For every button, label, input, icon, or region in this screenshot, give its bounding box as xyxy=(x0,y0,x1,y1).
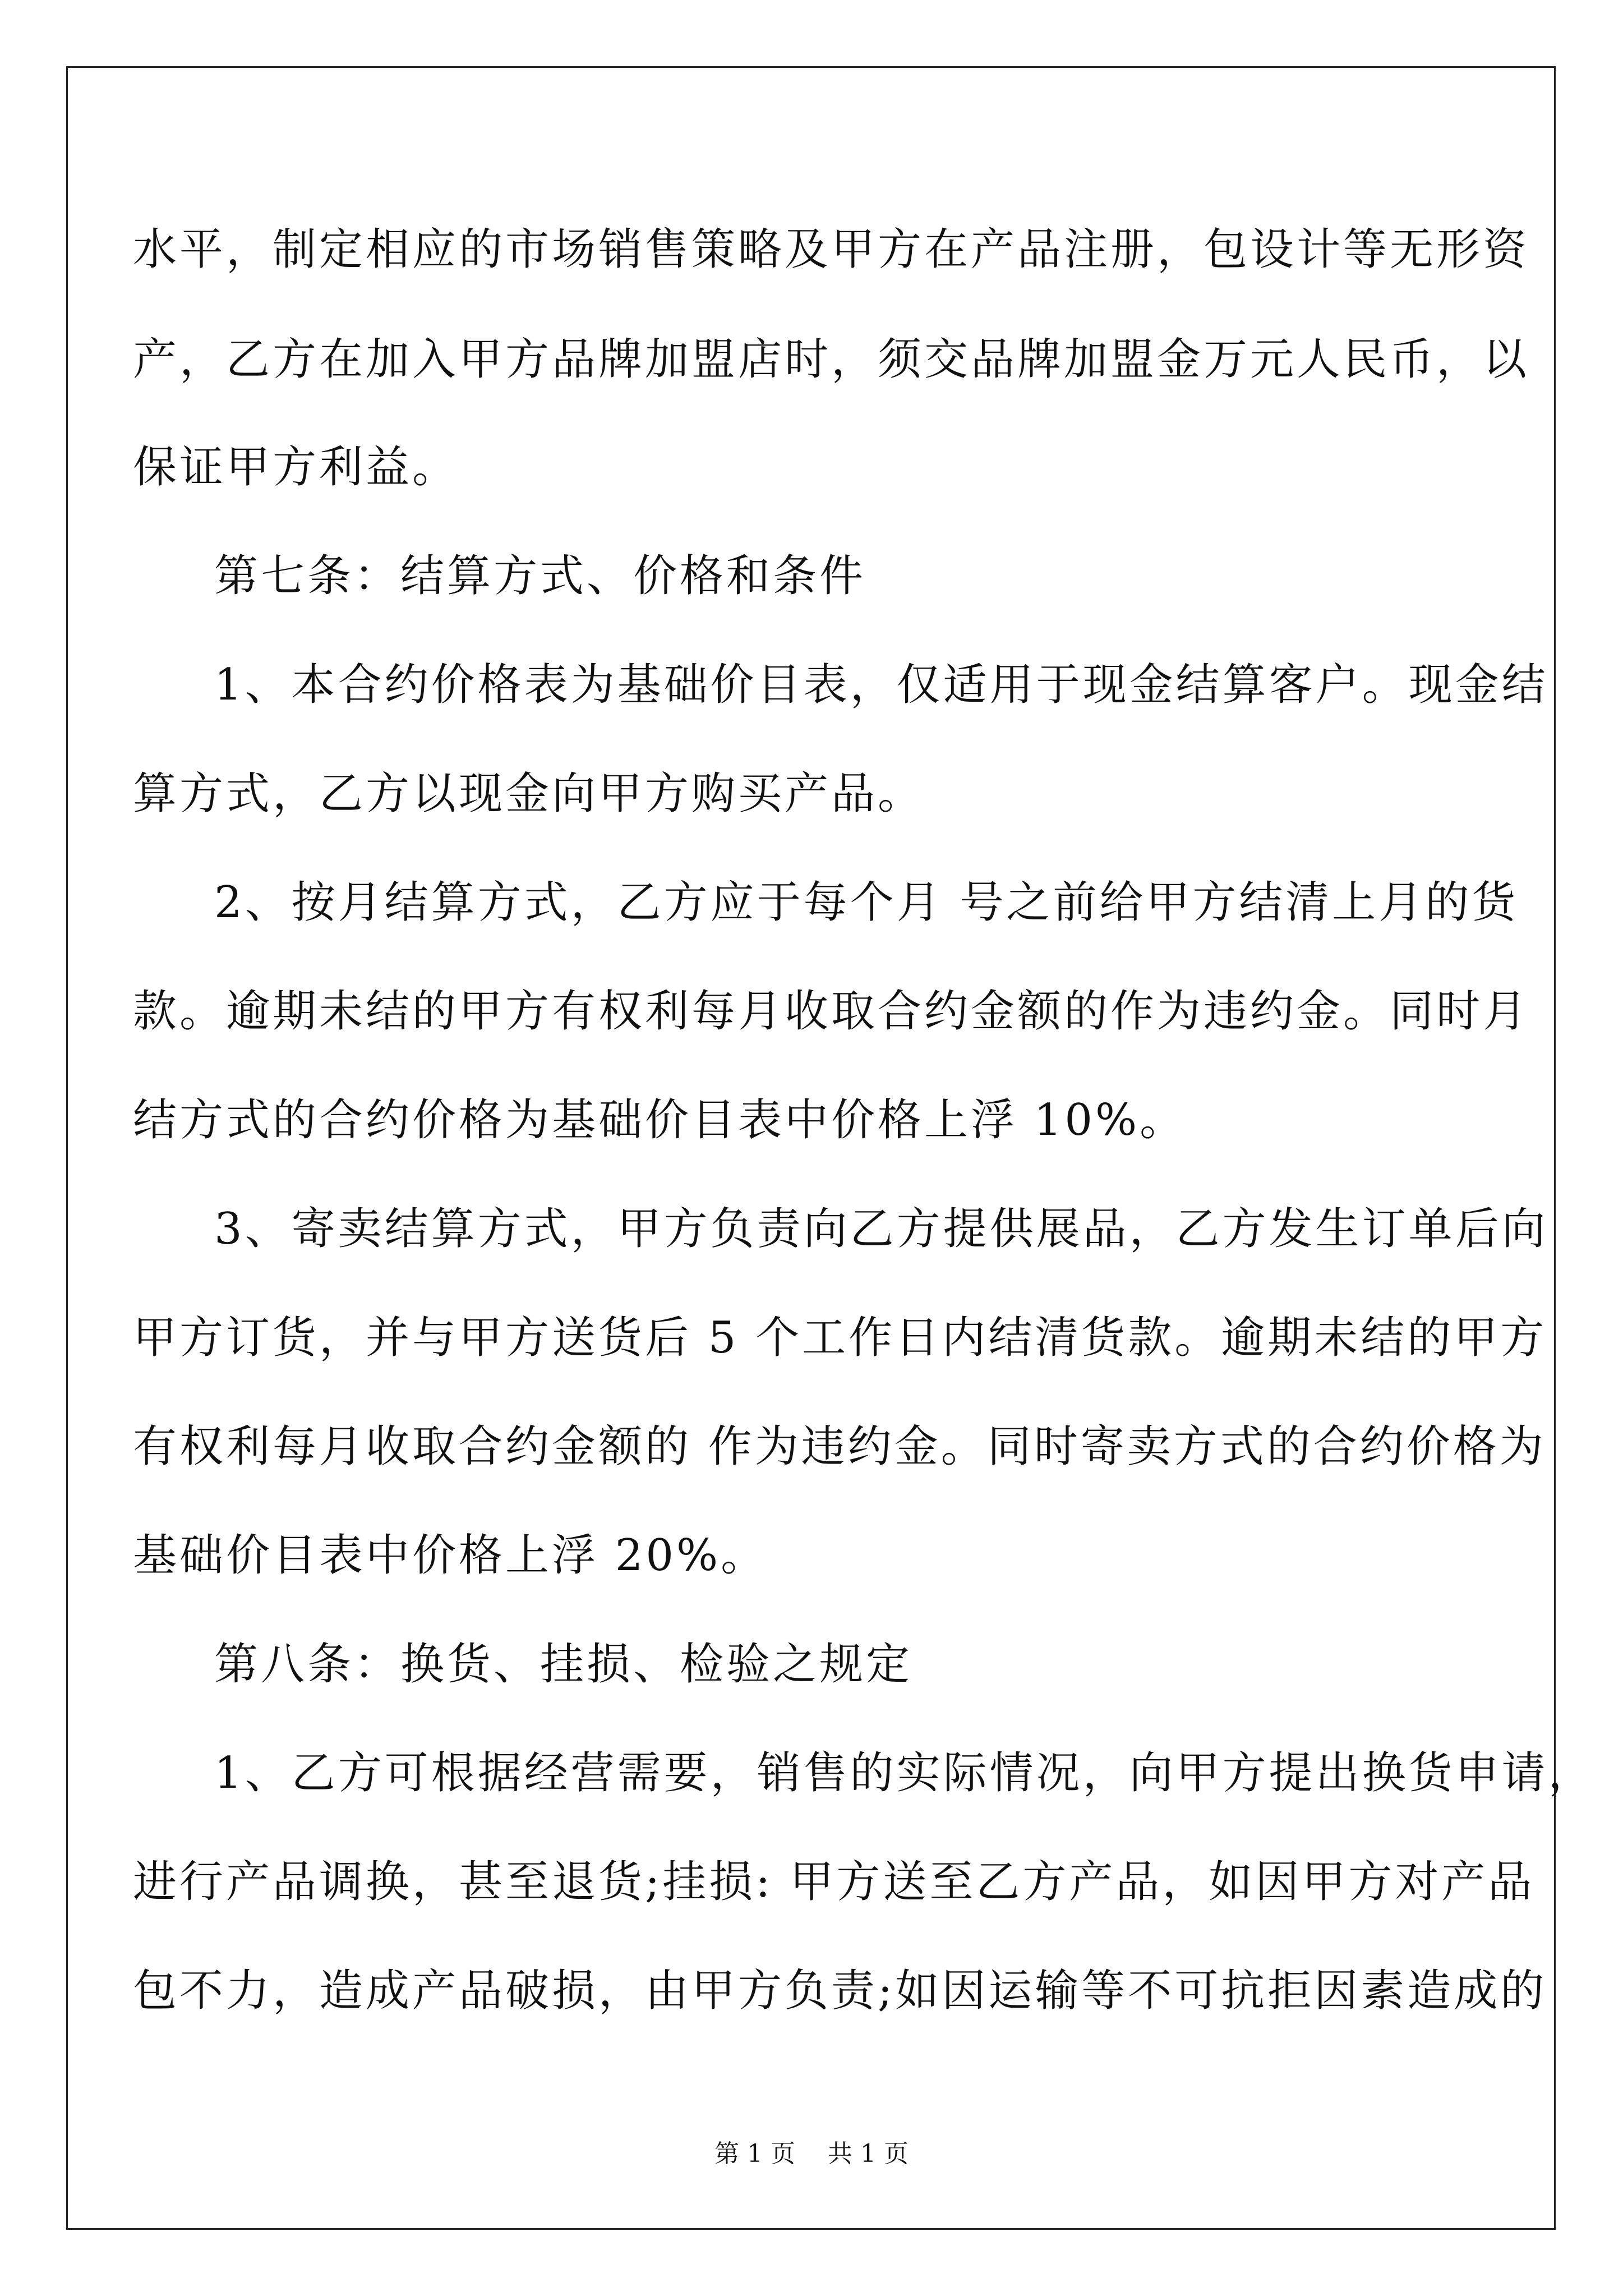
text-line: 保证甲方利益。 xyxy=(133,442,459,493)
text-line: 3、寄卖结算方式，甲方负责向乙方提供展品，乙方发生订单后向 xyxy=(214,1204,1548,1254)
text-line: 产，乙方在加入甲方品牌加盟店时，须交品牌加盟金万元人民币，以 xyxy=(133,334,1530,385)
text-line: 算方式，乙方以现金向甲方购买产品。 xyxy=(133,769,925,819)
section-heading: 第七条：结算方式、价格和条件 xyxy=(214,551,866,601)
text-line: 2、按月结算方式，乙方应于每个月 号之前给甲方结清上月的货 xyxy=(214,877,1519,928)
text-line: 1、乙方可根据经营需要，销售的实际情况，向甲方提出换货申请， xyxy=(214,1748,1595,1798)
section-heading: 第八条：换货、挂损、检验之规定 xyxy=(214,1639,913,1690)
page-number-footer: 第 1 页 共 1 页 xyxy=(714,2139,909,2168)
text-line: 甲方订货，并与甲方送货后 5 个工作日内结清货款。逾期未结的甲方 xyxy=(133,1313,1547,1363)
text-line: 1、本合约价格表为基础价目表，仅适用于现金结算客户。现金结 xyxy=(214,660,1548,710)
text-line: 水平，制定相应的市场销售策略及甲方在产品注册，包设计等无形资 xyxy=(133,224,1530,275)
text-line: 包不力，造成产品破损，由甲方负责;如因运输等不可抗拒因素造成的 xyxy=(133,1966,1547,2016)
text-line: 基础价目表中价格上浮 20%。 xyxy=(133,1530,768,1581)
text-line: 结方式的合约价格为基础价目表中价格上浮 10%。 xyxy=(133,1095,1187,1145)
text-line: 有权利每月收取合约金额的 作为违约金。同时寄卖方式的合约价格为 xyxy=(133,1421,1546,1472)
text-line: 款。逾期未结的甲方有权利每月收取合约金额的作为违约金。同时月 xyxy=(133,986,1530,1037)
text-line: 进行产品调换，甚至退货;挂损: 甲方送至乙方产品，如因甲方对产品 xyxy=(133,1857,1535,1907)
